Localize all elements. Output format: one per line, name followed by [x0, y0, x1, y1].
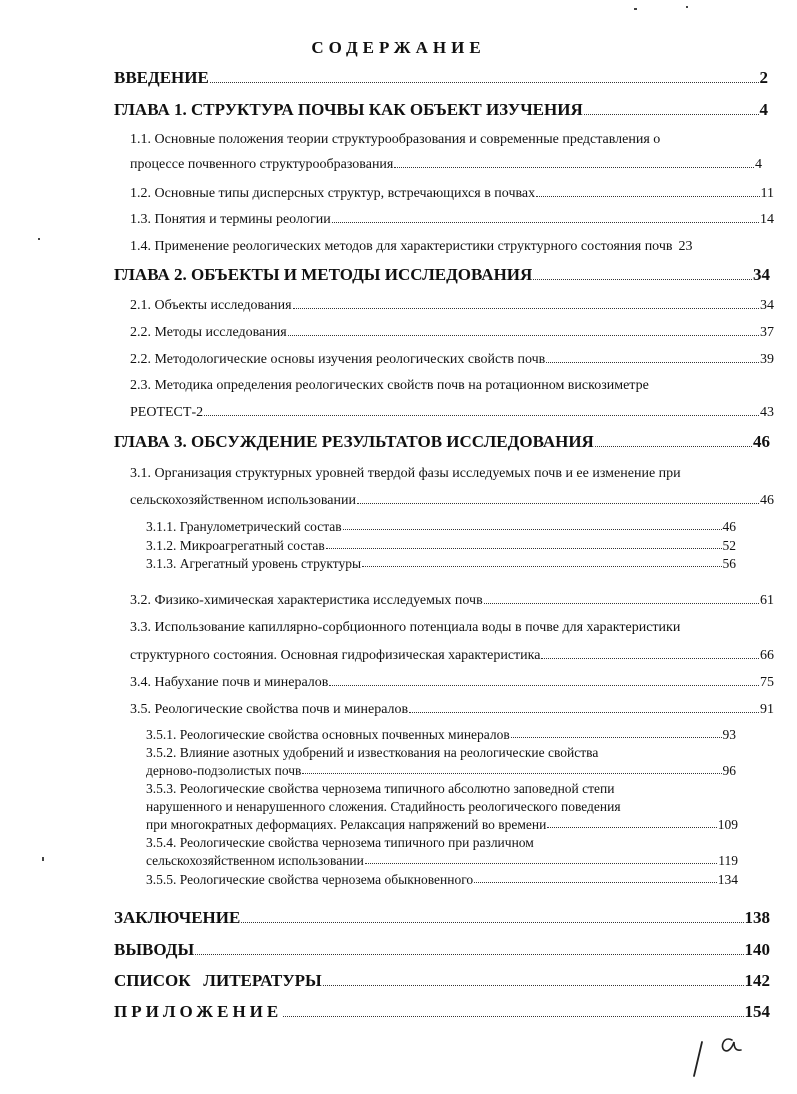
- toc-entry-findings: [114, 940, 770, 960]
- dot-leader: [533, 278, 752, 280]
- toc-entry-3-5-1: [146, 727, 736, 743]
- toc-entry-label: ГЛАВА 3. ОБСУЖДЕНИЕ РЕЗУЛЬТАТОВ ИССЛЕДОВАНИЯ: [114, 432, 594, 451]
- toc-page-number: 61: [760, 593, 774, 608]
- toc-entry-label: 3.1.3. Агрегатный уровень структуры: [146, 556, 362, 571]
- toc-entry-3-5-3-line2: нарушенного и ненарушенного сложения. Стадийность реологического поведения: [146, 799, 621, 814]
- toc-entry-chapter-2: [114, 265, 770, 285]
- dot-leader: [394, 166, 754, 168]
- toc-entry-2-2b: [130, 352, 774, 368]
- toc-entry-3-5-2: [146, 763, 736, 779]
- dot-leader: [546, 361, 759, 363]
- toc-entry-3-1-1: [146, 519, 736, 535]
- toc-entry-1-3: [130, 212, 774, 228]
- scan-speck: [686, 6, 688, 8]
- dot-leader: [302, 772, 721, 774]
- toc-entry-label: 3.5.5. Реологические свойства чернозема обыкновенного: [146, 872, 474, 887]
- dot-leader: [195, 953, 743, 955]
- dot-leader: [332, 221, 759, 223]
- toc-page-number: 140: [744, 940, 770, 959]
- dot-leader: [329, 684, 759, 686]
- toc-entry-label: процессе почвенного структурообразования: [130, 157, 394, 172]
- dot-leader: [283, 1015, 743, 1017]
- toc-page-number: 23: [678, 239, 693, 254]
- toc-entry-3-5: [130, 702, 774, 718]
- dot-leader: [323, 984, 744, 986]
- toc-page-number: 134: [717, 872, 738, 887]
- toc-entry-label: дерново-подзолистых почв: [146, 763, 302, 778]
- toc-entry-label: 1.2. Основные типы дисперсных структур, встречающихся в почвах: [130, 186, 536, 201]
- toc-entry-label: сельскохозяйственном использовании: [146, 853, 364, 868]
- toc-entry-1-1-line1: 1.1. Основные положения теории структурообразования и современные представления о: [130, 132, 661, 147]
- toc-entry-3-2: [130, 593, 774, 609]
- toc-entry-label: 3.1.2. Микроагрегатный состав: [146, 538, 325, 553]
- toc-entry-3-5-3-line1: 3.5.3. Реологические свойства чернозема типичного абсолютно заповедной степи: [146, 781, 615, 796]
- toc-entry-label: ГЛАВА 2. ОБЪЕКТЫ И МЕТОДЫ ИССЛЕДОВАНИЯ: [114, 265, 533, 284]
- toc-entry-3-5-3: [146, 817, 738, 833]
- toc-page-number: 34: [760, 298, 774, 313]
- toc-page-number: 52: [722, 538, 736, 553]
- dot-leader: [241, 921, 743, 923]
- toc-entry-label: 3.2. Физико-химическая характеристика исследуемых почв: [130, 593, 483, 608]
- toc-entry-label: 3.4. Набухание почв и минералов: [130, 675, 329, 690]
- dot-leader: [409, 711, 759, 713]
- toc-page-number: 39: [760, 352, 774, 367]
- scan-speck: [42, 857, 44, 861]
- toc-entry-2-1: [130, 298, 774, 314]
- toc-entry-2-3-line1: 2.3. Методика определения реологических свойств почв на ротационном вискозиметре: [130, 378, 649, 393]
- toc-entry-chapter-3: [114, 432, 770, 452]
- toc-entry-label: сельскохозяйственном использовании: [130, 493, 356, 508]
- toc-page-number: 66: [760, 648, 774, 663]
- toc-entry-label: РЕОТЕСТ-2: [130, 405, 204, 420]
- handwritten-page-mark: [688, 1032, 758, 1080]
- toc-page-number: 4: [755, 157, 762, 172]
- dot-leader: [595, 445, 752, 447]
- dot-leader: [343, 528, 722, 530]
- toc-entry-3-3-line1: 3.3. Использование капиллярно-сорбционного потенциала воды в почве для характеристики: [130, 620, 681, 635]
- dot-leader: [547, 826, 716, 828]
- toc-page-number: 91: [760, 702, 774, 717]
- toc-entry-3-1-line1: 3.1. Организация структурных уровней твердой фазы исследуемых почв и ее изменение при: [130, 466, 681, 481]
- toc-page-number: 2: [759, 68, 768, 87]
- toc-entry-3-4: [130, 675, 774, 691]
- toc-entry-2-2: [130, 325, 774, 341]
- toc-entry-label: при многократных деформациях. Релаксация напряжений во времени: [146, 817, 547, 832]
- toc-entry-3-1-2: [146, 538, 736, 554]
- dot-leader: [210, 81, 759, 83]
- dot-leader: [511, 736, 722, 738]
- toc-entry-label: структурного состояния. Основная гидрофизическая характеристика: [130, 648, 541, 663]
- toc-entry-label: ПРИЛОЖЕНИЕ: [114, 1002, 283, 1021]
- toc-page-number: 142: [744, 971, 770, 990]
- toc-page-number: 4: [759, 100, 768, 119]
- page-title: СОДЕРЖАНИЕ: [311, 38, 486, 57]
- toc-entry-conclusion: [114, 908, 770, 928]
- toc-page-number: 34: [753, 265, 770, 284]
- toc-entry-3-5-2-line1: 3.5.2. Влияние азотных удобрений и известкования на реологические свойства: [146, 745, 599, 760]
- dot-leader: [584, 113, 759, 115]
- toc-entry-1-1: [130, 157, 762, 173]
- scan-speck: [634, 8, 637, 10]
- toc-entry-label: 3.1.1. Гранулометрический состав: [146, 519, 342, 534]
- toc-entry-1-2: [130, 186, 774, 202]
- toc-entry-appendix: [114, 1002, 770, 1022]
- dot-leader: [536, 195, 759, 197]
- dot-leader: [204, 414, 759, 416]
- toc-page-number: 43: [760, 405, 774, 420]
- dot-leader: [365, 862, 717, 864]
- toc-entry-3-3: [130, 648, 774, 664]
- toc-page-number: 154: [744, 1002, 770, 1021]
- toc-page-number: 46: [753, 432, 770, 451]
- toc-entry-label: 1.3. Понятия и термины реологии: [130, 212, 331, 227]
- toc-page-number: 75: [760, 675, 774, 690]
- dot-leader: [484, 602, 759, 604]
- toc-entry-3-5-5: [146, 872, 738, 888]
- toc-entry-3-1-3: [146, 556, 736, 572]
- toc-page-number: 138: [744, 908, 770, 927]
- toc-page-number: 11: [760, 186, 774, 201]
- toc-entry-1-4: [130, 239, 774, 255]
- toc-page-number: 37: [760, 325, 774, 340]
- dot-leader: [326, 547, 722, 549]
- toc-page-number: 119: [718, 853, 738, 868]
- dot-leader: [293, 307, 759, 309]
- toc-entry-label: ГЛАВА 1. СТРУКТУРА ПОЧВЫ КАК ОБЪЕКТ ИЗУЧЕНИЯ: [114, 100, 583, 119]
- toc-entry-label: ВВЕДЕНИЕ: [114, 68, 209, 87]
- toc-page-number: 96: [722, 763, 736, 778]
- toc-entry-label: 3.5. Реологические свойства почв и минералов: [130, 702, 409, 717]
- toc-entry-label: 2.1. Объекты исследования: [130, 298, 292, 313]
- toc-entry-3-5-4: [146, 853, 738, 869]
- dot-leader: [541, 657, 759, 659]
- toc-entry-label: 2.2. Методологические основы изучения реологических свойств почв: [130, 352, 546, 367]
- toc-page-number: 46: [722, 519, 736, 534]
- toc-entry-label: ВЫВОДЫ: [114, 940, 195, 959]
- toc-entry-label: ЗАКЛЮЧЕНИЕ: [114, 908, 241, 927]
- toc-entry-label: СПИСОК ЛИТЕРАТУРЫ: [114, 971, 322, 990]
- toc-entry-label: 1.4. Применение реологических методов для характеристики структурного состояния почв: [130, 239, 673, 254]
- toc-page-number: 109: [717, 817, 738, 832]
- toc-entry-label: 2.2. Методы исследования: [130, 325, 287, 340]
- toc-entry-label: 3.5.1. Реологические свойства основных почвенных минералов: [146, 727, 510, 742]
- toc-page-number: 46: [760, 493, 774, 508]
- dot-leader: [474, 881, 717, 883]
- toc-page-number: 56: [722, 556, 736, 571]
- toc-entry-3-5-4-line1: 3.5.4. Реологические свойства чернозема типичного при различном: [146, 835, 534, 850]
- dot-leader: [288, 334, 759, 336]
- toc-entry-chapter-1: [114, 100, 768, 120]
- scan-speck: [38, 238, 40, 240]
- toc-page-number: 93: [722, 727, 736, 742]
- dot-leader: [357, 502, 759, 504]
- toc-entry-references: [114, 971, 770, 991]
- dot-leader: [362, 565, 721, 567]
- toc-entry-2-3: [130, 405, 774, 421]
- toc-entry-intro: [114, 68, 768, 88]
- toc-page-number: 14: [760, 212, 774, 227]
- toc-entry-3-1: [130, 493, 774, 509]
